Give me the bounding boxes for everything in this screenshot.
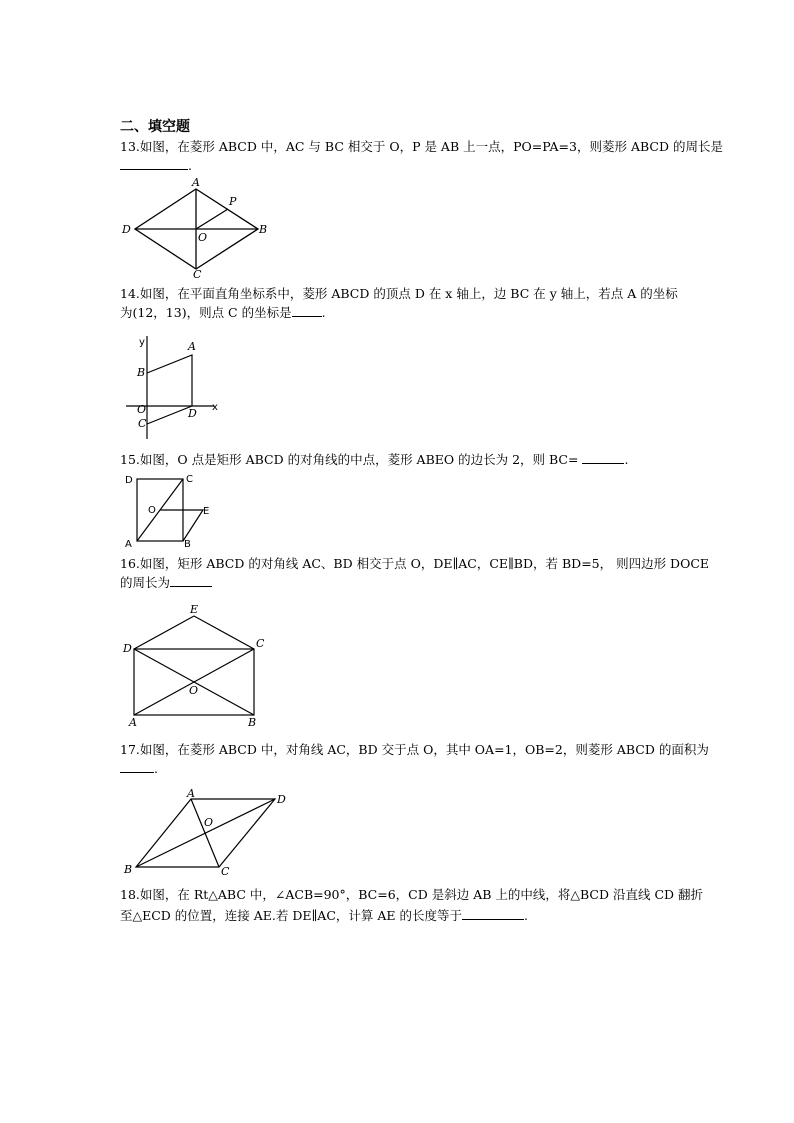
q16-rectangle-figure (120, 600, 270, 728)
q15-period: . (624, 452, 629, 467)
q14-label-y: y (139, 337, 145, 348)
q13-label-p: P (229, 195, 237, 208)
q13-answer-blank (120, 157, 188, 170)
q16-text-line2 (120, 574, 212, 592)
q14-rhombus-outline (147, 355, 192, 424)
q18-period: . (523, 908, 528, 923)
q14-text-line1: 14.如图，在平面直角坐标系中，菱形 ABCD 的顶点 D 在 x 轴上，边 BC 在 y 轴上，若点 A 的坐标 (120, 286, 678, 301)
q18-text-line1: 18.如图，在 Rt△ABC 中，∠ACB=90°，BC=6，CD 是斜边 AB 上的中线，将△BCD 沿直线 CD 翻折 (120, 887, 704, 902)
q13-answer-line (120, 157, 192, 175)
q14-period: . (321, 305, 326, 320)
q17-text: 17.如图，在菱形 ABCD 中，对角线 AC，BD 交于点 O，其中 OA=1，OB=2，则菱形 ABCD 的面积为 (120, 742, 709, 757)
q18-answer-blank (462, 907, 524, 920)
q17-answer-blank (120, 760, 154, 773)
q15-answer-blank (582, 451, 624, 464)
q17-answer-line (120, 760, 158, 778)
q14-answer-blank (292, 304, 322, 317)
q15-label-a: A (125, 539, 132, 548)
q17-label-a: A (187, 787, 195, 800)
q16-text-line1: 16.如图，矩形 ABCD 的对角线 AC、BD 相交于点 O，DE∥AC，CE∥BD，若 BD=5， 则四边形 DOCE (120, 556, 710, 571)
q14-label-o: O (137, 403, 147, 416)
q16-label-c: C (256, 637, 265, 650)
q17-label-b: B (124, 863, 133, 876)
q15-label-d: D (125, 475, 133, 486)
q17-period: . (154, 761, 158, 776)
q15-text-body: 15.如图，O 点是矩形 ABCD 的对角线的中点，菱形 ABEO 的边长为 2，则 BC= (120, 452, 579, 467)
q14-label-a: A (188, 340, 196, 353)
q14-text-line2 (120, 304, 326, 322)
q13-period: . (188, 158, 192, 173)
q13-label-d: D (122, 223, 131, 236)
q17-rhombus-figure (120, 786, 292, 878)
q17-diagonal-bd (136, 799, 275, 867)
q16-label-b: B (248, 716, 257, 728)
q13-segment-op (196, 209, 228, 229)
q13-label-a: A (192, 176, 200, 189)
q14-label-d: D (188, 407, 197, 420)
q13-label-c: C (193, 268, 202, 280)
q16-label-d: D (123, 642, 132, 655)
q17-label-c: C (221, 865, 230, 878)
q17-label-o: O (204, 816, 214, 829)
q13-label-b: B (259, 223, 268, 236)
q15-label-o: O (148, 505, 156, 516)
q16-answer-blank (170, 574, 212, 587)
q13-label-o: O (198, 231, 208, 244)
q18-text-line2 (120, 907, 528, 925)
q15-text (120, 451, 628, 469)
q14-label-b: B (137, 366, 146, 379)
q18-text-line2-body: 至△ECD 的位置，连接 AE.若 DE∥AC，计算 AE 的长度等于 (120, 908, 462, 923)
section-heading: 二、填空题 (120, 119, 190, 135)
q15-rhombus-abeo (160, 510, 203, 541)
q15-label-e: E (203, 506, 210, 517)
q14-text-line2-body: 为(12，13)，则点 C 的坐标是 (120, 305, 292, 320)
q16-label-a: A (129, 716, 137, 728)
q14-label-c: C (138, 417, 147, 430)
q16-text-line2-body: 的周长为 (120, 575, 171, 590)
q17-label-d: D (277, 793, 286, 806)
q14-coordinate-figure (126, 333, 232, 441)
q15-rectangle-figure (118, 470, 218, 548)
q16-label-o: O (189, 684, 199, 697)
q15-label-c: C (186, 474, 193, 485)
q15-label-b: B (184, 539, 191, 548)
q14-label-x: x (212, 402, 218, 413)
q16-label-e: E (190, 603, 199, 616)
q13-text: 13.如图，在菱形 ABCD 中，AC 与 BC 相交于 O，P 是 AB 上一点，PO=PA=3，则菱形 ABCD 的周长是 (120, 139, 723, 154)
q13-rhombus-figure (118, 176, 278, 280)
q16-triangle-dec (134, 616, 254, 649)
